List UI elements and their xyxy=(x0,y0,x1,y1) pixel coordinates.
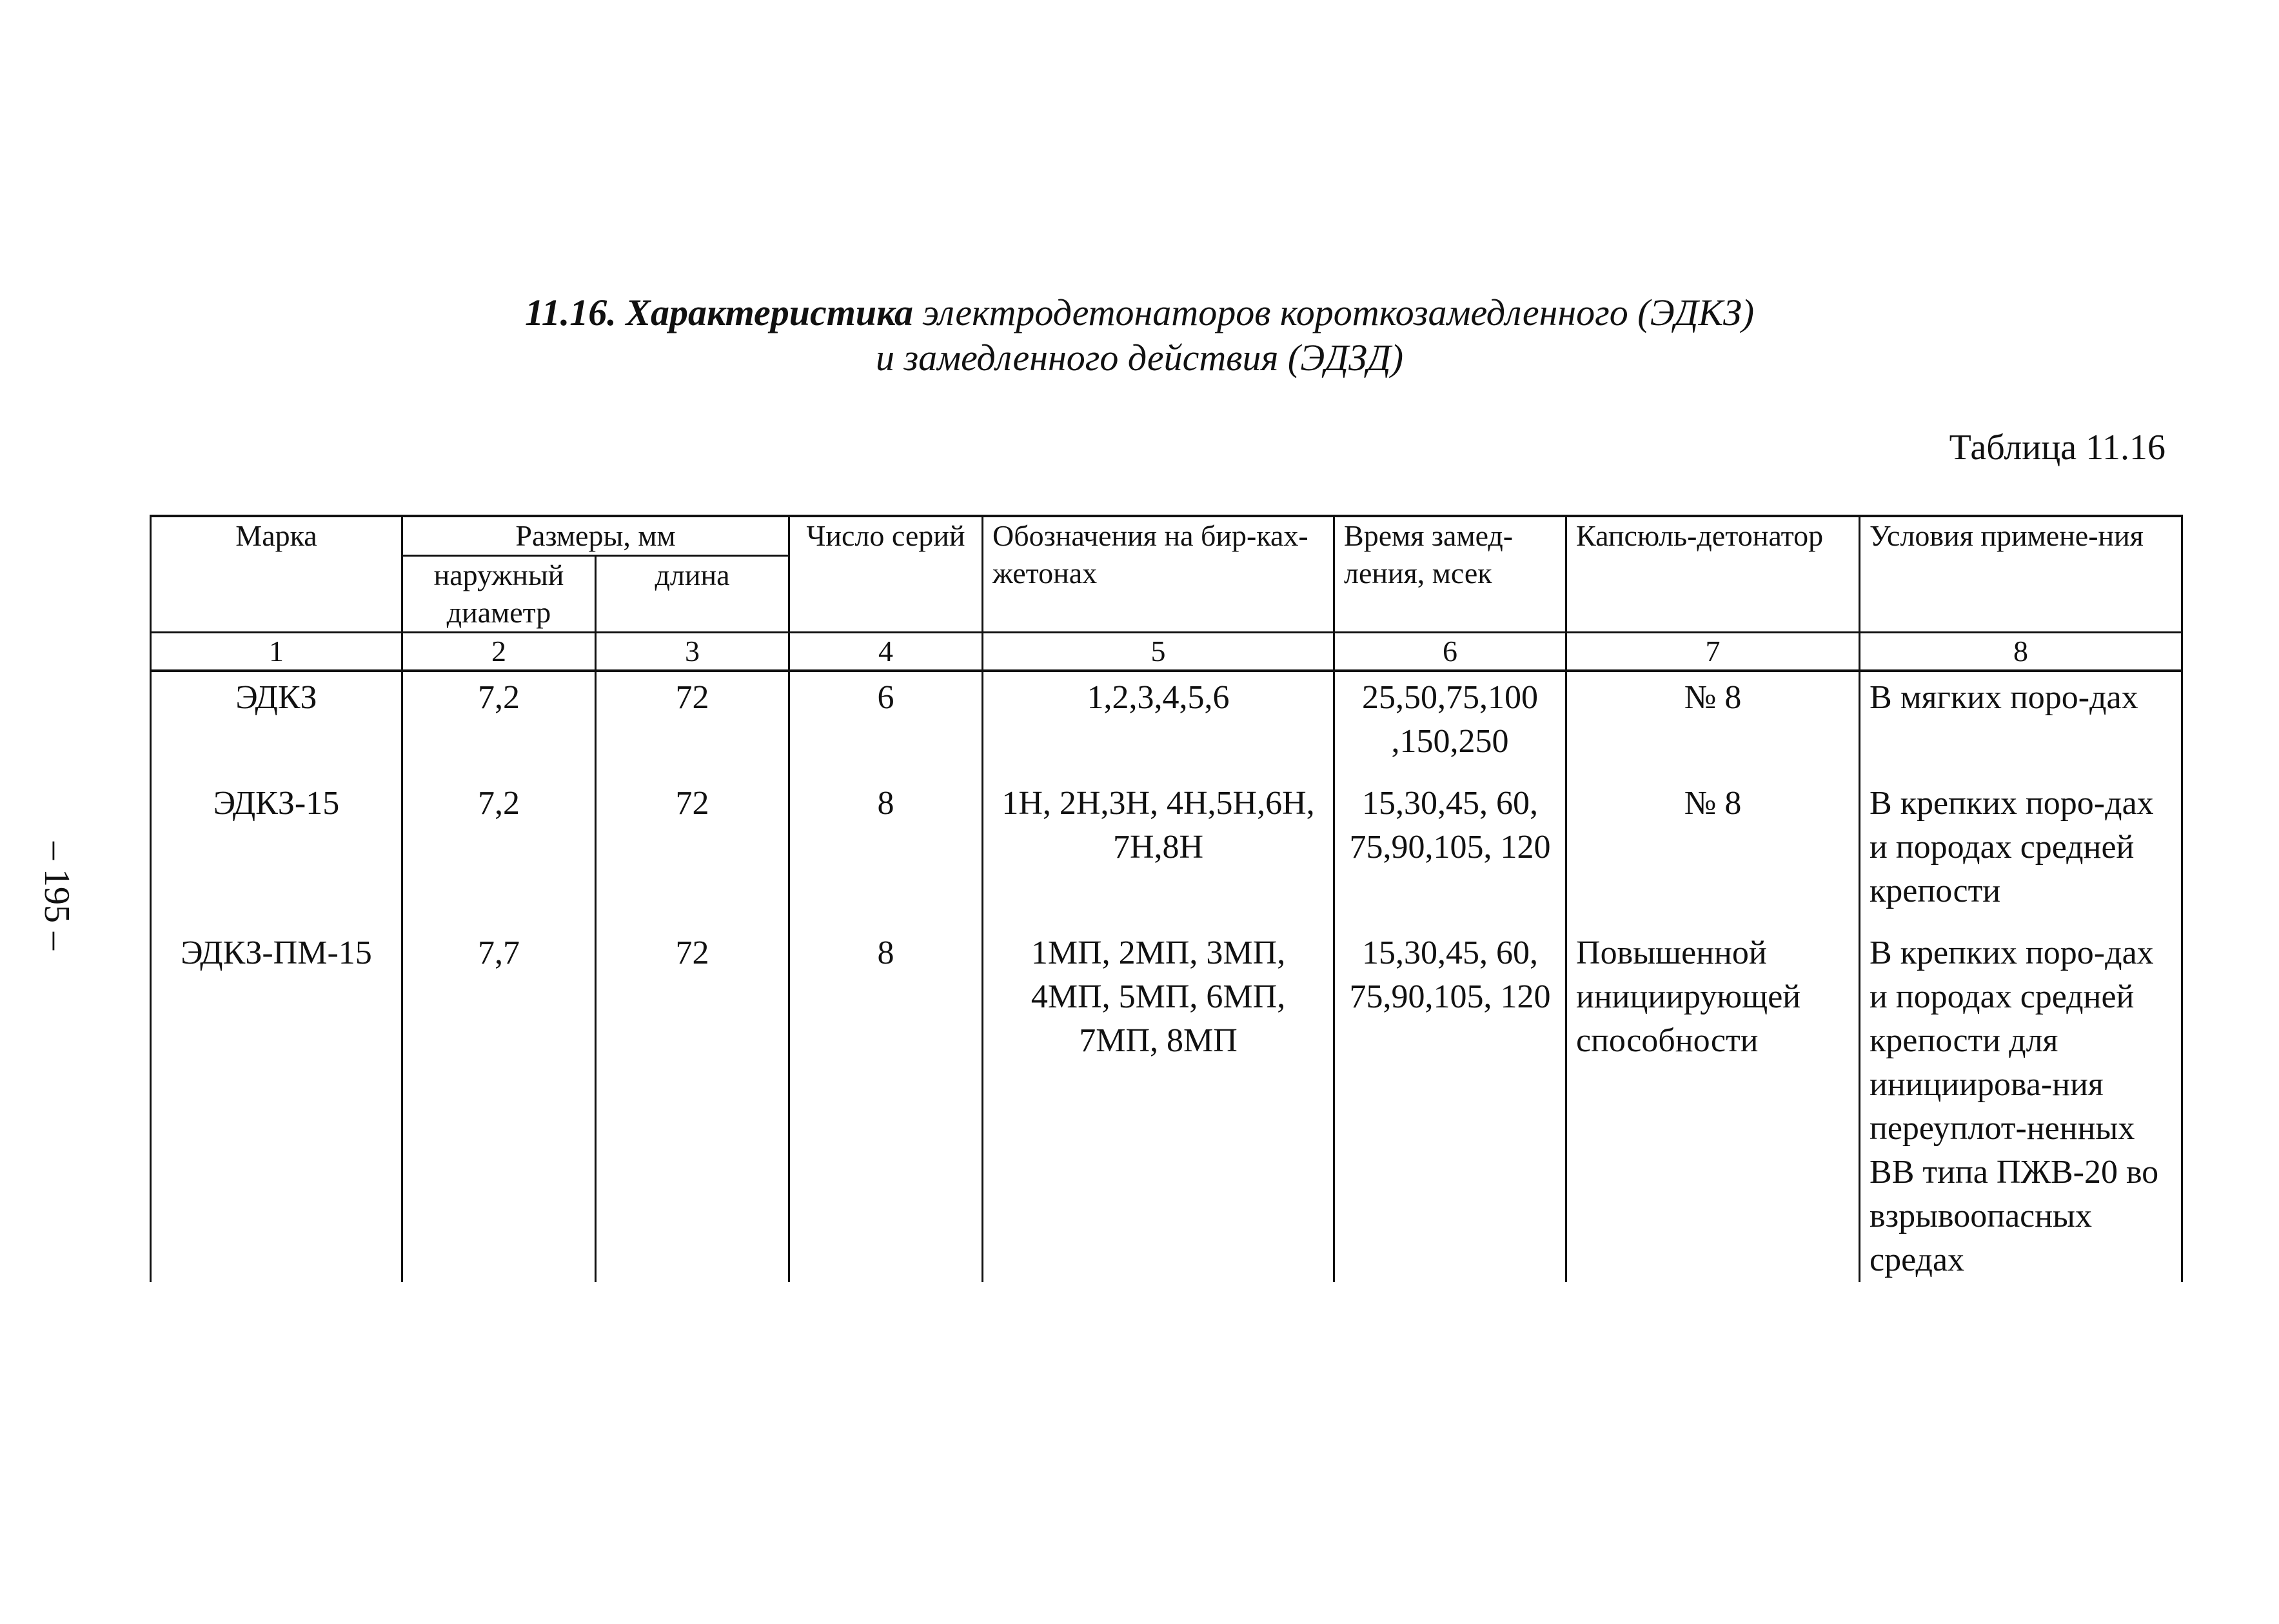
table-label: Таблица 11.16 xyxy=(1949,428,2166,468)
header-outer-diameter: наружный диаметр xyxy=(402,556,596,633)
cell-conditions: В крепких поро-дах и породах средней крепости xyxy=(1860,778,2182,927)
cell-diameter: 7,2 xyxy=(402,671,596,778)
column-number: 1 xyxy=(151,633,402,671)
column-number: 8 xyxy=(1860,633,2182,671)
cell-delay: 15,30,45, 60, 75,90,105, 120 xyxy=(1334,927,1566,1282)
cell-series: 6 xyxy=(789,671,983,778)
table-caption-line2: и замедленного действия (ЭДЗД) xyxy=(875,337,1404,379)
cell-length: 72 xyxy=(596,671,789,778)
header-conditions: Условия примене-ния xyxy=(1860,516,2182,633)
column-number: 3 xyxy=(596,633,789,671)
cell-marks: 1МП, 2МП, 3МП, 4МП, 5МП, 6МП, 7МП, 8МП xyxy=(983,927,1334,1282)
caption-keyword: Характеристика xyxy=(626,292,914,333)
column-number: 4 xyxy=(789,633,983,671)
page-number: – 195 – xyxy=(37,842,77,950)
column-number: 2 xyxy=(402,633,596,671)
cell-brand: ЭДКЗ-15 xyxy=(151,778,402,927)
table-caption-line1 xyxy=(0,290,2279,335)
cell-conditions: В мягких поро-дах xyxy=(1860,671,2182,778)
cell-length: 72 xyxy=(596,927,789,1282)
caption-rest: электродетонаторов короткозамедленного (ЭДКЗ) xyxy=(922,292,1755,333)
cell-delay: 15,30,45, 60, 75,90,105, 120 xyxy=(1334,778,1566,927)
cell-delay: 25,50,75,100 ,150,250 xyxy=(1334,671,1566,778)
header-length: длина xyxy=(596,556,789,633)
cell-series: 8 xyxy=(789,927,983,1282)
column-number: 6 xyxy=(1334,633,1566,671)
header-tag-marks: Обозначения на бир-ках-жетонах xyxy=(983,516,1334,633)
cell-marks: 1,2,3,4,5,6 xyxy=(983,671,1334,778)
header-brand: Марка xyxy=(151,516,402,633)
cell-capsule: № 8 xyxy=(1566,671,1860,778)
cell-capsule: № 8 xyxy=(1566,778,1860,927)
caption-number: 11.16. xyxy=(524,292,617,333)
table-row xyxy=(151,927,2182,1282)
cell-diameter: 7,7 xyxy=(402,927,596,1282)
cell-brand: ЭДКЗ-ПМ-15 xyxy=(151,927,402,1282)
cell-length: 72 xyxy=(596,778,789,927)
column-number: 5 xyxy=(983,633,1334,671)
header-delay-time: Время замед-ления, мсек xyxy=(1334,516,1566,633)
cell-series: 8 xyxy=(789,778,983,927)
table-row xyxy=(151,671,2182,778)
header-capsule: Капсюль-детонатор xyxy=(1566,516,1860,633)
cell-marks: 1Н, 2Н,3Н, 4Н,5Н,6Н, 7Н,8Н xyxy=(983,778,1334,927)
cell-brand: ЭДКЗ xyxy=(151,671,402,778)
header-series-count: Число серий xyxy=(789,516,983,633)
column-number: 7 xyxy=(1566,633,1860,671)
cell-conditions: В крепких поро-дах и породах средней крепости для инициирова-ния переуплот-ненных ВВ типа ПЖВ-20 во взрывоопасных средах xyxy=(1860,927,2182,1282)
table-row xyxy=(151,778,2182,927)
detonator-table xyxy=(150,515,2183,1282)
header-sizes: Размеры, мм xyxy=(402,516,789,556)
cell-capsule: Повышенной инициирующей способности xyxy=(1566,927,1860,1282)
cell-diameter: 7,2 xyxy=(402,778,596,927)
